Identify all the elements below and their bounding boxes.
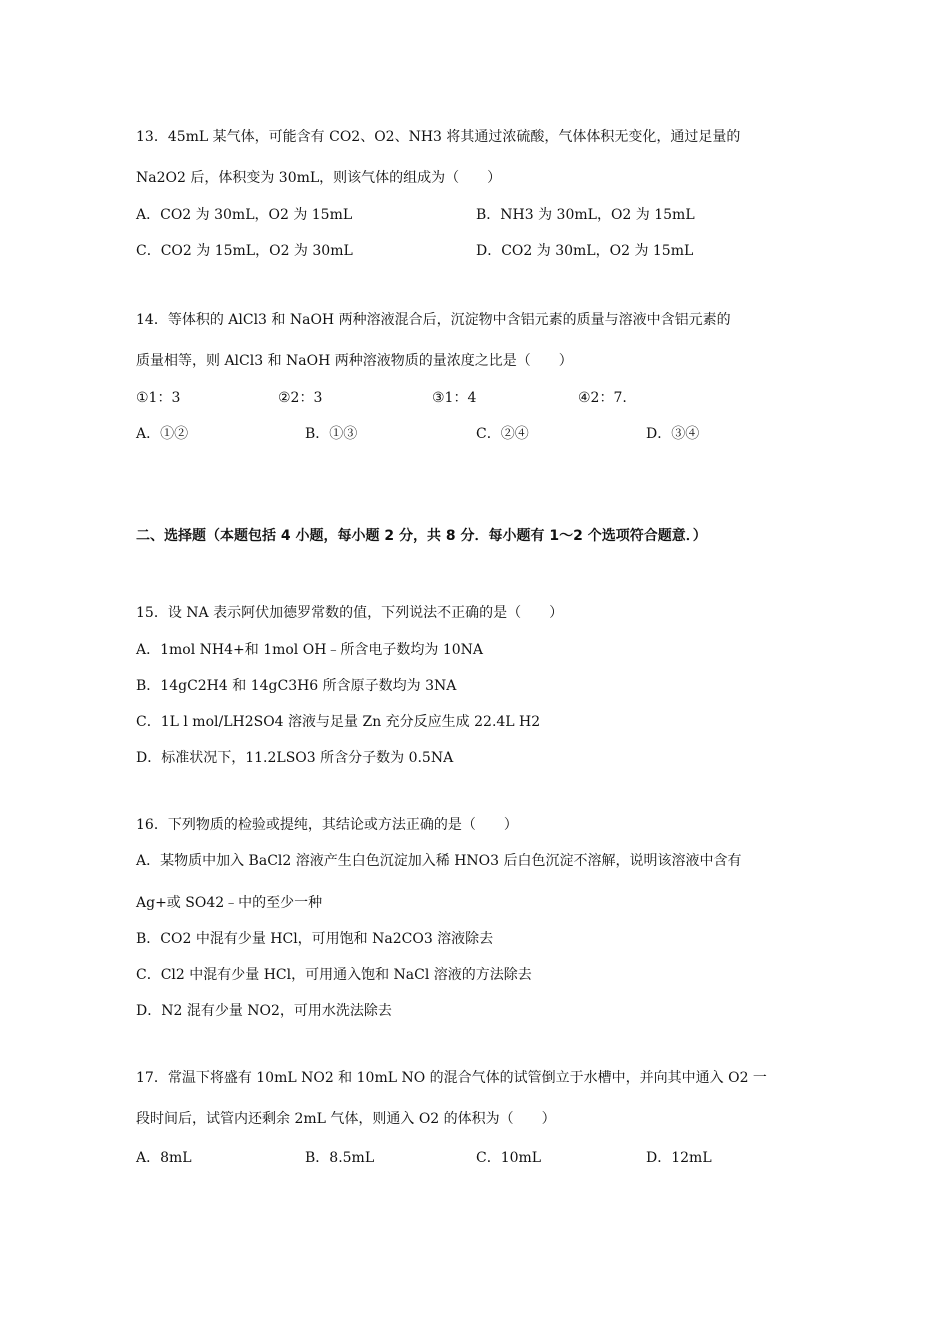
q14-choice-1: ①1：3 (136, 390, 181, 406)
q14-choice-4: ④2：7. (578, 390, 627, 406)
q16-option-b: B．CO2 中混有少量 HCl，可用饱和 Na2CO3 溶液除去 (136, 931, 494, 947)
q14-option-c: C．②④ (476, 426, 529, 442)
q13-stem-line-2: Na2O2 后，体积变为 30mL，则该气体的组成为（ ） (136, 170, 502, 186)
q16-option-a-line-1: A．某物质中加入 BaCl2 溶液产生白色沉淀加入稀 HNO3 后白色沉淀不溶解，说明该溶液中含有 (136, 853, 742, 869)
q13-option-b: B．NH3 为 30mL，O2 为 15mL (476, 207, 695, 223)
q14-choice-3: ③1：4 (432, 390, 477, 406)
q15-stem: 15．设 NA 表示阿伏加德罗常数的值，下列说法不正确的是（ ） (136, 605, 564, 621)
q17-stem-line-2: 段时间后，试管内还剩余 2mL 气体，则通入 O2 的体积为（ ） (136, 1111, 556, 1127)
q15-option-d: D．标准状况下，11.2LSO3 所含分子数为 0.5NA (136, 750, 454, 766)
q16-option-d: D．N2 混有少量 NO2，可用水洗法除去 (136, 1003, 392, 1019)
section-2-heading: 二、选择题（本题包括 4 小题，每小题 2 分，共 8 分．每小题有 1～2 个选项符合题意．） (136, 528, 707, 544)
q17-option-c: C．10mL (476, 1150, 542, 1166)
q14-option-b: B．①③ (305, 426, 358, 442)
q16-option-c: C．Cl2 中混有少量 HCl，可用通入饱和 NaCl 溶液的方法除去 (136, 967, 532, 983)
q15-option-a: A．1mol NH4+和 1mol OH﹣所含电子数均为 10NA (136, 642, 484, 658)
q15-option-b: B．14gC2H4 和 14gC3H6 所含原子数均为 3NA (136, 678, 457, 694)
q13-option-d: D．CO2 为 30mL，O2 为 15mL (476, 243, 694, 259)
q17-option-d: D．12mL (646, 1150, 712, 1166)
q16-option-a-line-2: Ag+或 SO42﹣中的至少一种 (136, 895, 323, 911)
q17-stem-line-1: 17．常温下将盛有 10mL NO2 和 10mL NO 的混合气体的试管倒立于水槽中，并向其中通入 O2 一 (136, 1070, 767, 1086)
q13-option-c: C．CO2 为 15mL，O2 为 30mL (136, 243, 353, 259)
q14-option-d: D．③④ (646, 426, 700, 442)
q14-stem-line-2: 质量相等，则 AlCl3 和 NaOH 两种溶液物质的量浓度之比是（ ） (136, 353, 573, 369)
q17-option-a: A．8mL (136, 1150, 192, 1166)
q15-option-c: C．1L l mol/LH2SO4 溶液与足量 Zn 充分反应生成 22.4L H2 (136, 714, 541, 730)
q14-choice-2: ②2：3 (278, 390, 323, 406)
q13-option-a: A．CO2 为 30mL，O2 为 15mL (136, 207, 353, 223)
q17-option-b: B．8.5mL (305, 1150, 375, 1166)
q16-stem: 16．下列物质的检验或提纯，其结论或方法正确的是（ ） (136, 817, 518, 833)
q14-stem-line-1: 14．等体积的 AlCl3 和 NaOH 两种溶液混合后，沉淀物中含铝元素的质量与溶液中含铝元素的 (136, 312, 731, 328)
q14-option-a: A．①② (136, 426, 189, 442)
q13-stem-line-1: 13．45mL 某气体，可能含有 CO2、O2、NH3 将其通过浓硫酸，气体体积无变化，通过足量的 (136, 129, 741, 145)
